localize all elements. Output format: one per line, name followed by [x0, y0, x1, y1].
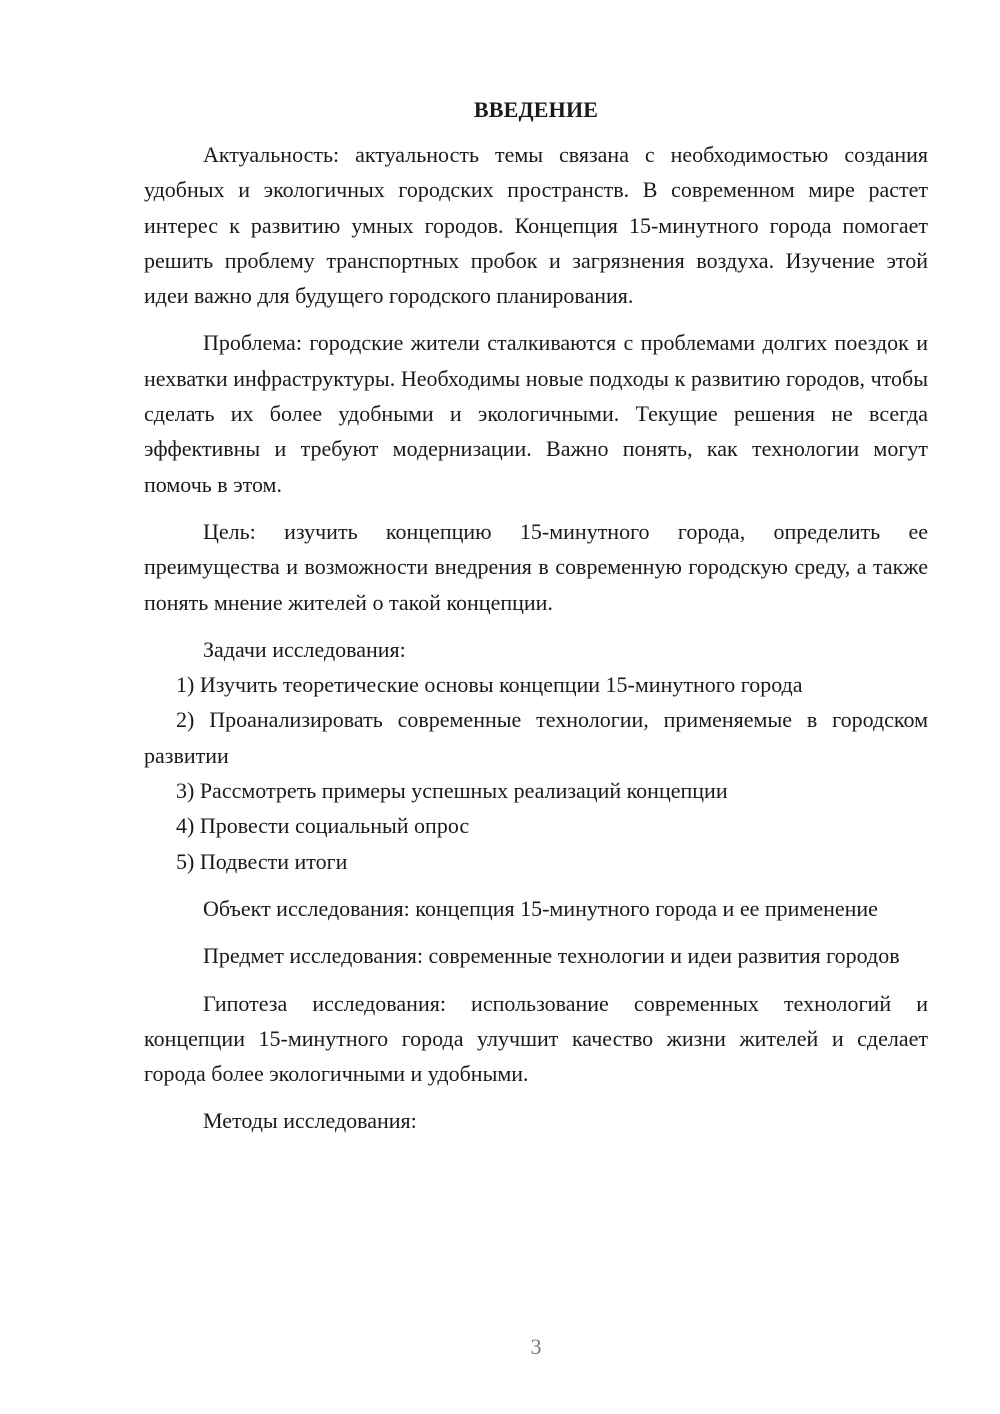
task-item-5: 5) Подвести итоги [176, 848, 348, 874]
tasks-heading: Задачи исследования: [203, 636, 406, 662]
paragraph-goal: Цель: изучить концепцию 15-минутного города, определить ее преимущества и возможности внедрения в современную городскую среду, а также понять мнение жителей о такой концепции. [144, 518, 928, 615]
page-title: ВВЕДЕНИЕ [473, 97, 599, 122]
paragraph-problem: Проблема: городские жители сталкиваются с проблемами долгих поездок и нехватки инфраструктуры. Необходимы новые подходы к развитию городов, чтобы сделать их более удобными и экологичными. Текущие решения не всегда эффективны и требуют модернизации. Важно понять, как технологии могут помочь в этом. [144, 330, 928, 497]
task-item-3: 3) Рассмотреть примеры успешных реализаций концепции [176, 778, 728, 804]
task-item-4: 4) Провести социальный опрос [176, 813, 470, 839]
paragraph-subject: Предмет исследования: современные технологии и идеи развития городов [203, 943, 900, 969]
paragraph-hypothesis: Гипотеза исследования: использование современных технологий и концепции 15-минутного города улучшит качество жизни жителей и сделает города более экологичными и удобными. [144, 990, 928, 1087]
page-number: 3 [530, 1334, 542, 1359]
paragraph-relevance: Актуальность: актуальность темы связана с необходимостью создания удобных и экологичных городских пространств. В современном мире растет интерес к развитию умных городов. Концепция 15-минутного города помогает решить проблему транспортных пробок и загрязнения воздуха. Изучение этой идеи важно для будущего городского планирования. [144, 142, 928, 309]
methods-heading: Методы исследования: [203, 1108, 417, 1134]
task-item-1: 1) Изучить теоретические основы концепции 15-минутного города [176, 672, 803, 698]
page-content [144, 92, 928, 1139]
task-item-2: 2) Проанализировать современные технологии, применяемые в городском развитии [144, 707, 928, 768]
paragraph-object: Объект исследования: концепция 15-минутного города и ее применение [203, 895, 878, 921]
